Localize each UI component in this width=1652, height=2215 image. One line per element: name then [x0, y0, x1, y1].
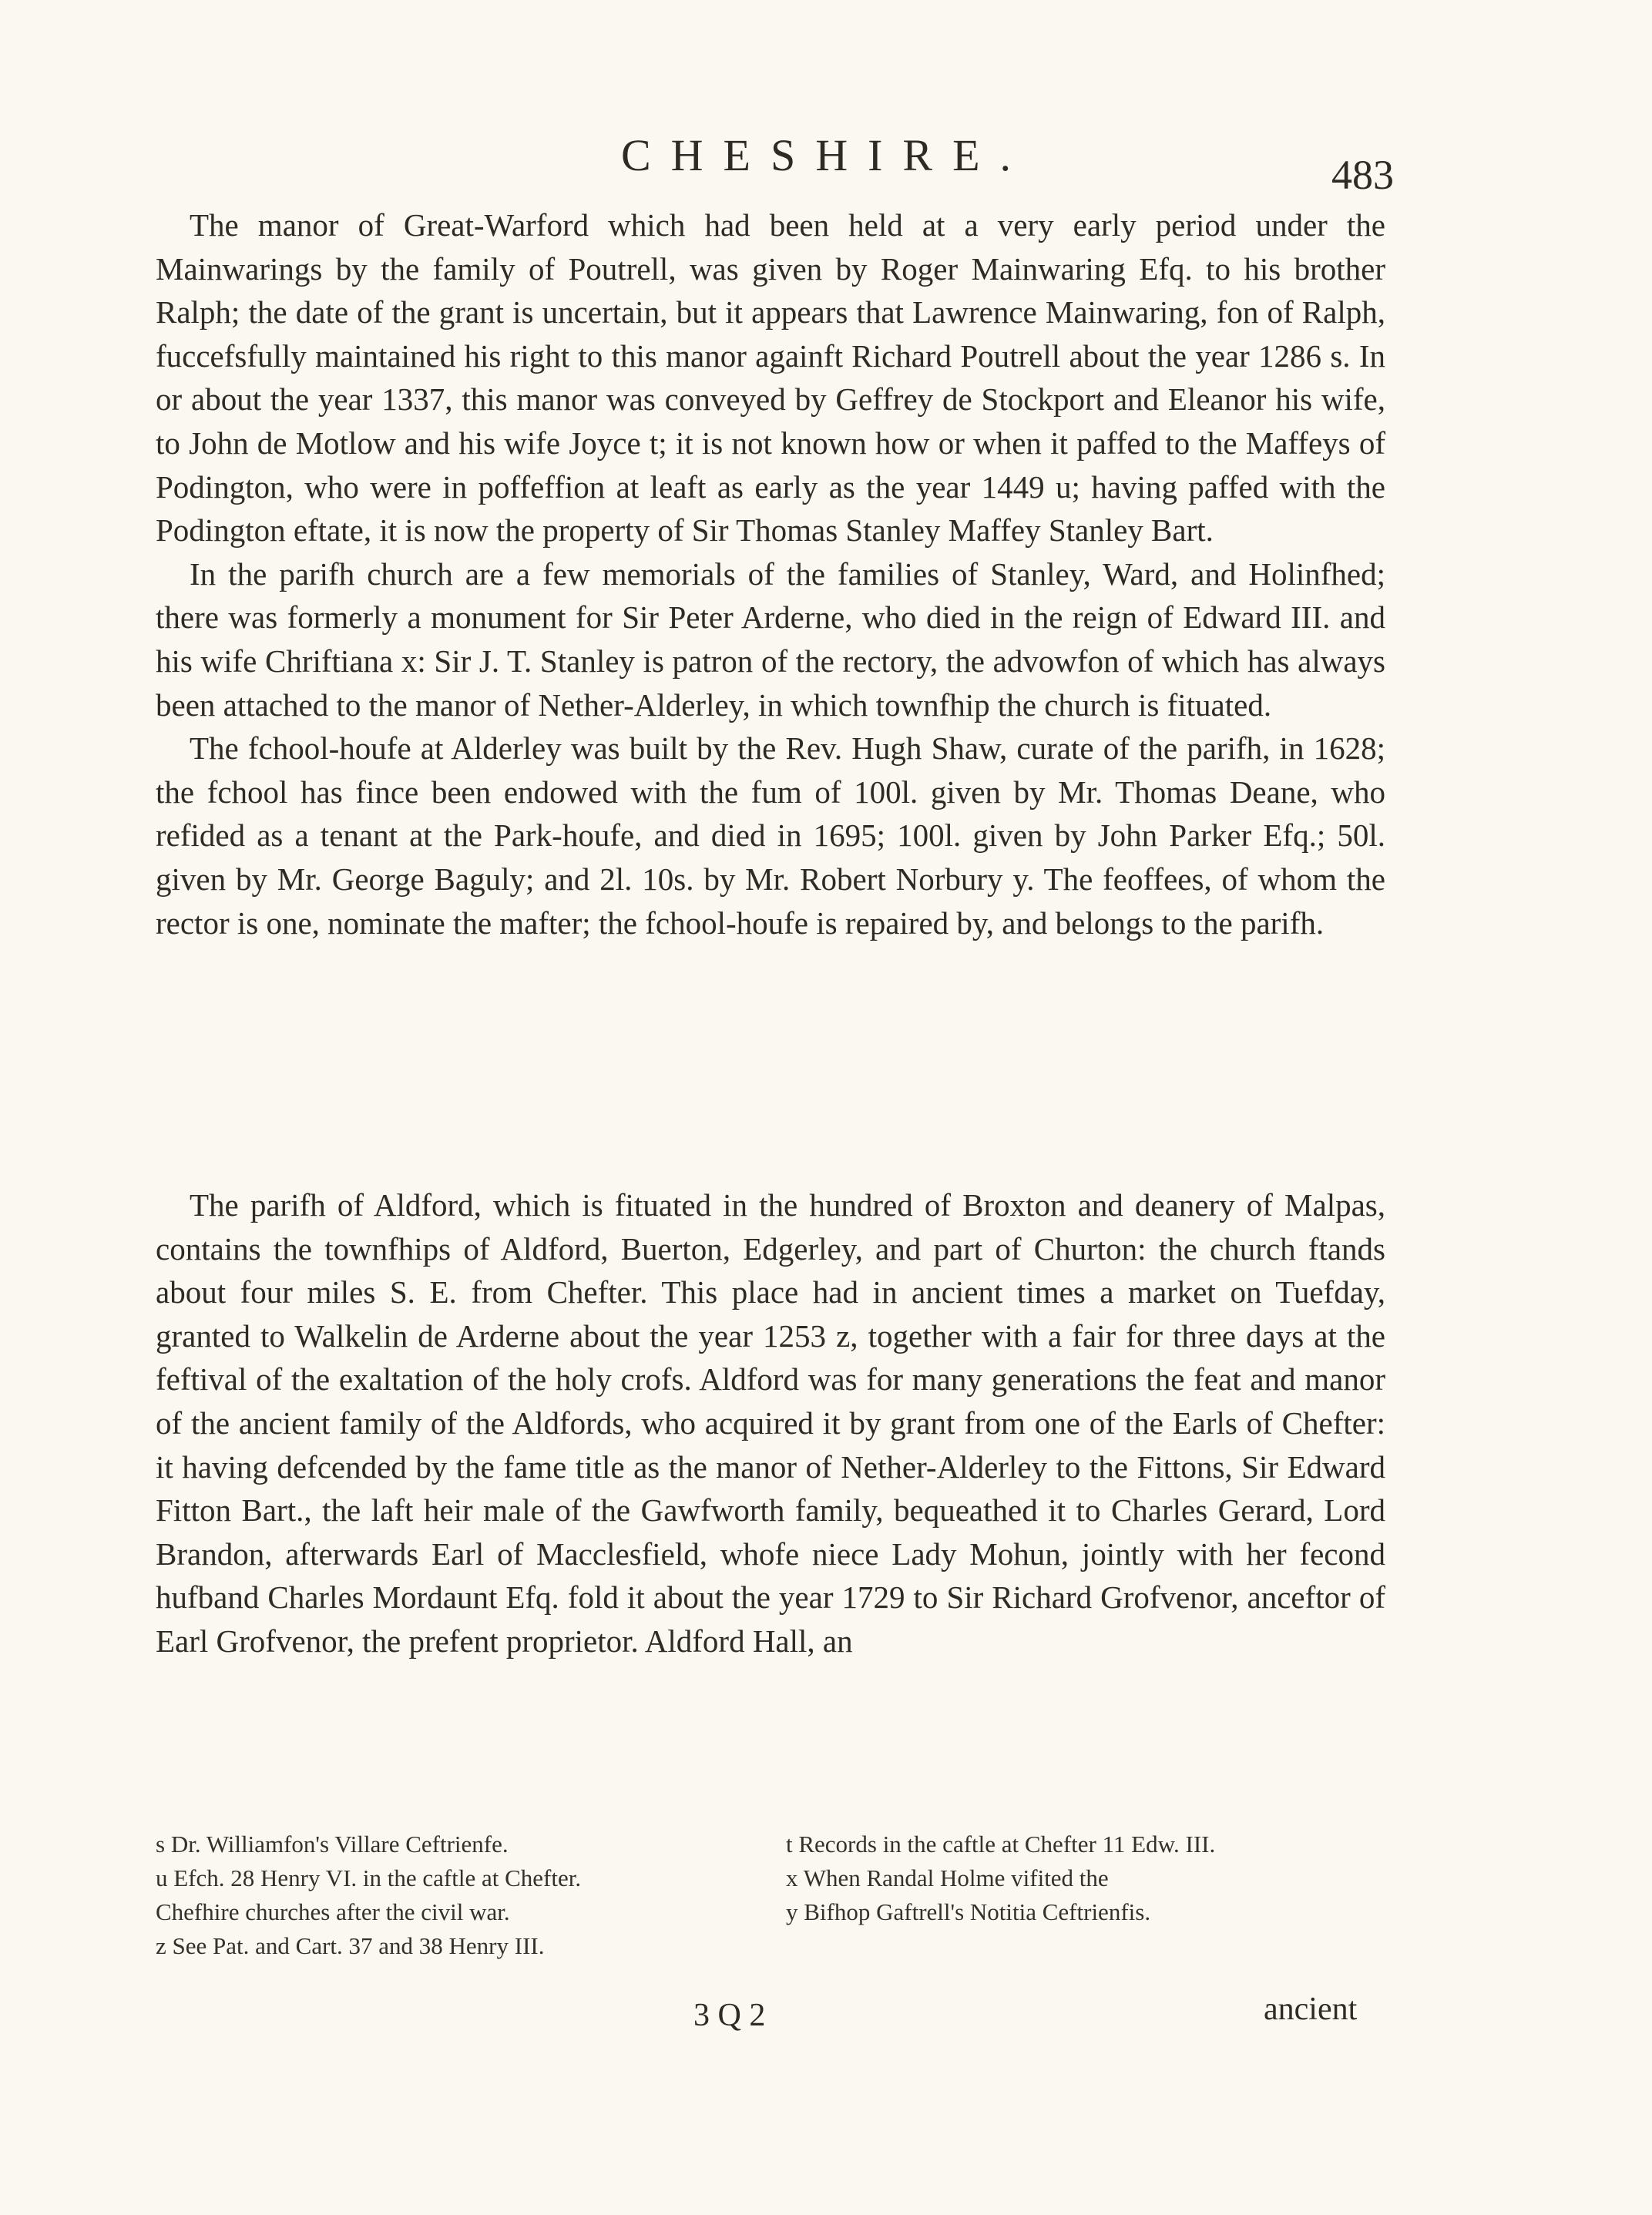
footnote-x: x When Randal Holme vifited the	[786, 1864, 1109, 1891]
running-head: CHESHIRE.	[620, 130, 1032, 180]
footnote-s: s Dr. Williamfon's Villare Ceftrienfe.	[156, 1831, 509, 1858]
paragraph-school-house: The fchool-houfe at Alderley was built by the Rev. Hugh Shaw, curate of the parifh, in 1628; the fchool has fince been endowed with the fum of 100l. given by Mr. Thomas Deane, who refided as a tenant at the Park-houfe, and died in 1695; 100l. given by John Parker Efq.; 50l. given by Mr. George Baguly; and 2l. 10s. by Mr. Robert Norbury y. The feoffees, of whom the rector is one, nominate the mafter; the fchool-houfe is repaired by, and belongs to the parifh.	[156, 730, 1385, 941]
paragraph-aldford: The parifh of Aldford, which is fituated in the hundred of Broxton and deanery of Malpas, contains the townfhips of Aldford, Buerton, Edgerley, and part of Churton: the church ftands about four miles S. E. from Chefter. This place had in ancient times a market on Tuefday, granted to Walkelin de Arderne about the year 1253 z, together with a fair for three days at the feftival of the exaltation of the holy crofs. Aldford was for many generations the feat and manor of the ancient family of the Aldfords, who acquired it by grant from one of the Earls of Chefter: it having defcended by the fame title as the manor of Nether-Alderley to the Fittons, Sir Edward Fitton Bart., the laft heir male of the Gawfworth family, bequeathed it to Charles Gerard, Lord Brandon, afterwards Earl of Macclesfield, whofe niece Lady Mohun, jointly with her fecond hufband Charles Mordaunt Efq. fold it about the year 1729 to Sir Richard Grofvenor, anceftor of Earl Grofvenor, the prefent proprietor. Aldford Hall, an	[156, 1187, 1385, 1659]
footnote-y: y Bifhop Gaftrell's Notitia Ceftrienfis.	[786, 1898, 1151, 1925]
footnote-z: z See Pat. and Cart. 37 and 38 Henry III.	[156, 1932, 545, 1959]
footnotes	[156, 1827, 1385, 1963]
footnote-u: u Efch. 28 Henry VI. in the caftle at Chefter.	[156, 1864, 582, 1891]
footnote-x-continuation: Chefhire churches after the civil war.	[156, 1898, 510, 1925]
main-text-block-2	[156, 1183, 1385, 1663]
signature-mark: 3 Q 2	[693, 1998, 766, 2033]
footnote-t: t Records in the caftle at Chefter 11 Edw. III.	[786, 1831, 1216, 1858]
main-text-block-1	[156, 203, 1385, 945]
paragraph-great-warford: The manor of Great-Warford which had been held at a very early period under the Mainwarings by the family of Poutrell, was given by Roger Mainwaring Efq. to his brother Ralph; the date of the grant is uncertain, but it appears that Lawrence Mainwaring, fon of Ralph, fuccefsfully maintained his right to this manor againft Richard Poutrell about the year 1286 s. In or about the year 1337, this manor was conveyed by Geffrey de Stockport and Eleanor his wife, to John de Motlow and his wife Joyce t; it is not known how or when it paffed to the Maffeys of Podington, who were in poffeffion at leaft as early as the year 1449 u; having paffed with the Podington eftate, it is now the property of Sir Thomas Stanley Maffey Stanley Bart.	[156, 207, 1385, 549]
catchword: ancient	[1264, 1992, 1358, 2027]
page-number: 483	[1331, 152, 1394, 198]
paragraph-parish-church: In the parifh church are a few memorials of the families of Stanley, Ward, and Holinfhed; there was formerly a monument for Sir Peter Arderne, who died in the reign of Edward III. and his wife Chriftiana x: Sir J. T. Stanley is patron of the rectory, the advowfon of which has always been attached to the manor of Nether-Alderley, in which townfhip the church is fituated.	[156, 555, 1385, 723]
